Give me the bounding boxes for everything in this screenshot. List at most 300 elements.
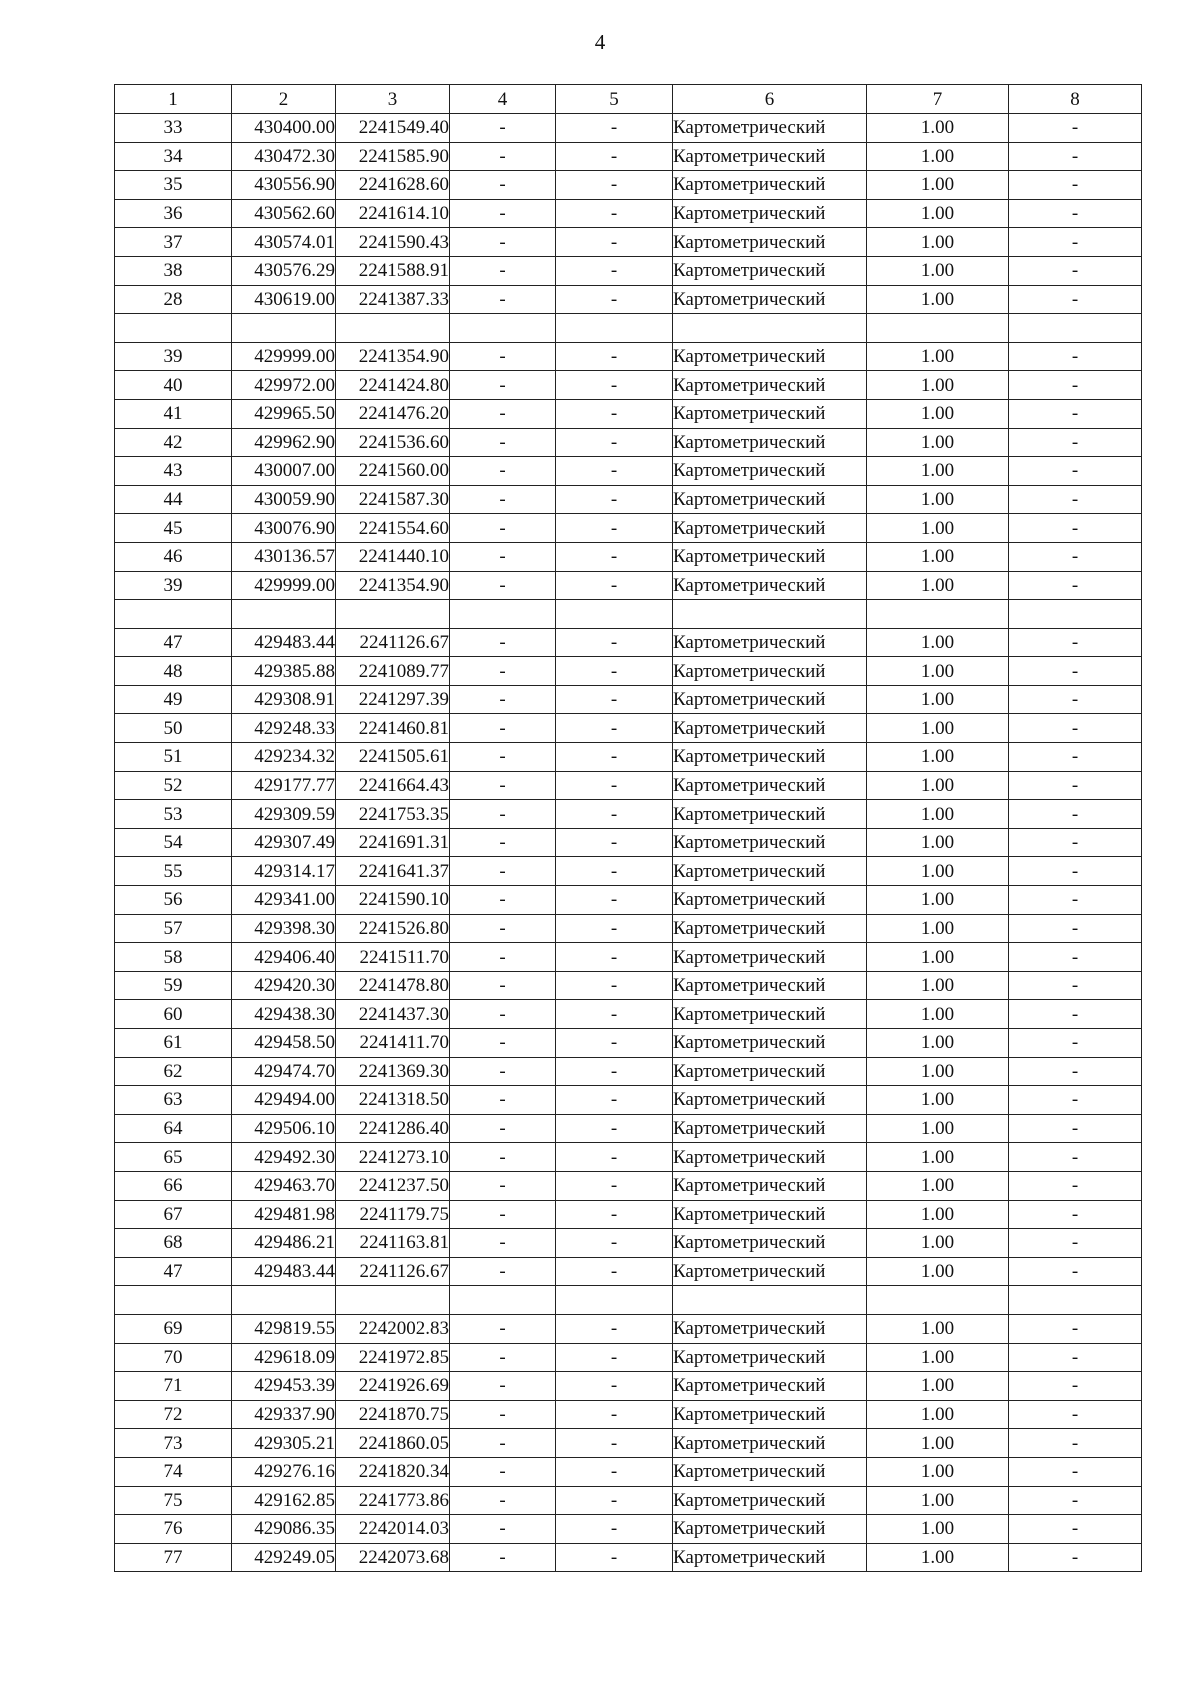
cell-precision: 1.00 xyxy=(867,228,1009,257)
cell-col-8: - xyxy=(1009,1257,1142,1286)
cell-precision: 1.00 xyxy=(867,714,1009,743)
cell-point-number: 51 xyxy=(115,743,232,772)
cell-y-coordinate: 2241511.70 xyxy=(336,943,450,972)
cell-col-8: - xyxy=(1009,943,1142,972)
cell-col-8: - xyxy=(1009,971,1142,1000)
cell-point-number: 37 xyxy=(115,228,232,257)
cell-y-coordinate: 2241614.10 xyxy=(336,199,450,228)
cell-col-5: - xyxy=(556,828,673,857)
cell-method: Картометрический xyxy=(673,1029,867,1058)
table-row xyxy=(115,1057,1142,1086)
cell-col-5: - xyxy=(556,1515,673,1544)
cell-point-number: 41 xyxy=(115,399,232,428)
cell-x-coordinate: 429494.00 xyxy=(232,1086,336,1115)
cell-method: Картометрический xyxy=(673,171,867,200)
cell-x-coordinate: 429999.00 xyxy=(232,571,336,600)
cell-method: Картометрический xyxy=(673,1257,867,1286)
cell-col-5: - xyxy=(556,914,673,943)
cell-col-8: - xyxy=(1009,1057,1142,1086)
cell-col-5 xyxy=(556,314,673,343)
cell-point-number: 52 xyxy=(115,771,232,800)
cell-col-5: - xyxy=(556,1429,673,1458)
cell-col-4: - xyxy=(450,1200,556,1229)
cell-method: Картометрический xyxy=(673,1314,867,1343)
cell-y-coordinate: 2241926.69 xyxy=(336,1372,450,1401)
cell-precision: 1.00 xyxy=(867,285,1009,314)
cell-method xyxy=(673,600,867,629)
cell-col-4: - xyxy=(450,943,556,972)
table-row xyxy=(115,1429,1142,1458)
cell-col-8: - xyxy=(1009,142,1142,171)
cell-method: Картометрический xyxy=(673,1400,867,1429)
header-y-coordinate: 3 xyxy=(336,85,450,114)
cell-col-5: - xyxy=(556,371,673,400)
cell-point-number: 50 xyxy=(115,714,232,743)
cell-col-8: - xyxy=(1009,457,1142,486)
table-row xyxy=(115,1515,1142,1544)
cell-method: Картометрический xyxy=(673,1429,867,1458)
cell-col-8: - xyxy=(1009,1343,1142,1372)
cell-col-8: - xyxy=(1009,114,1142,143)
table-row xyxy=(115,1372,1142,1401)
cell-y-coordinate: 2241972.85 xyxy=(336,1343,450,1372)
cell-col-8: - xyxy=(1009,743,1142,772)
cell-col-5: - xyxy=(556,1171,673,1200)
cell-point-number: 67 xyxy=(115,1200,232,1229)
cell-col-8: - xyxy=(1009,714,1142,743)
table-row xyxy=(115,1143,1142,1172)
cell-x-coordinate: 429999.00 xyxy=(232,342,336,371)
cell-x-coordinate: 429458.50 xyxy=(232,1029,336,1058)
cell-col-5: - xyxy=(556,228,673,257)
cell-x-coordinate: 429492.30 xyxy=(232,1143,336,1172)
table-row xyxy=(115,199,1142,228)
cell-y-coordinate: 2241126.67 xyxy=(336,628,450,657)
cell-method: Картометрический xyxy=(673,1543,867,1572)
cell-method: Картометрический xyxy=(673,685,867,714)
cell-col-8: - xyxy=(1009,371,1142,400)
separator-row xyxy=(115,600,1142,629)
cell-col-5: - xyxy=(556,1543,673,1572)
cell-col-8: - xyxy=(1009,1457,1142,1486)
cell-x-coordinate: 430007.00 xyxy=(232,457,336,486)
cell-col-8: - xyxy=(1009,228,1142,257)
cell-method: Картометрический xyxy=(673,1000,867,1029)
cell-precision: 1.00 xyxy=(867,399,1009,428)
cell-y-coordinate: 2241089.77 xyxy=(336,657,450,686)
table-row xyxy=(115,971,1142,1000)
cell-point-number: 39 xyxy=(115,571,232,600)
cell-col-4: - xyxy=(450,1457,556,1486)
table-row xyxy=(115,1171,1142,1200)
table-row xyxy=(115,342,1142,371)
cell-col-4: - xyxy=(450,857,556,886)
cell-col-5: - xyxy=(556,857,673,886)
cell-x-coordinate: 429385.88 xyxy=(232,657,336,686)
cell-y-coordinate: 2241753.35 xyxy=(336,800,450,829)
table-row xyxy=(115,1343,1142,1372)
cell-x-coordinate: 429309.59 xyxy=(232,800,336,829)
header-method: 6 xyxy=(673,85,867,114)
cell-point-number: 77 xyxy=(115,1543,232,1572)
cell-precision: 1.00 xyxy=(867,342,1009,371)
cell-x-coordinate: 429965.50 xyxy=(232,399,336,428)
cell-y-coordinate: 2241387.33 xyxy=(336,285,450,314)
header-row xyxy=(115,85,1142,114)
cell-precision: 1.00 xyxy=(867,199,1009,228)
cell-precision: 1.00 xyxy=(867,914,1009,943)
cell-x-coordinate: 429506.10 xyxy=(232,1114,336,1143)
cell-col-4: - xyxy=(450,171,556,200)
cell-point-number: 46 xyxy=(115,542,232,571)
cell-point-number: 63 xyxy=(115,1086,232,1115)
cell-y-coordinate: 2241163.81 xyxy=(336,1229,450,1258)
cell-col-8: - xyxy=(1009,171,1142,200)
cell-col-5: - xyxy=(556,800,673,829)
cell-x-coordinate: 429483.44 xyxy=(232,1257,336,1286)
table-row xyxy=(115,1543,1142,1572)
cell-x-coordinate: 429305.21 xyxy=(232,1429,336,1458)
cell-y-coordinate: 2241297.39 xyxy=(336,685,450,714)
cell-point-number: 58 xyxy=(115,943,232,972)
cell-precision: 1.00 xyxy=(867,1543,1009,1572)
cell-col-8: - xyxy=(1009,285,1142,314)
cell-col-5: - xyxy=(556,1229,673,1258)
cell-col-4: - xyxy=(450,800,556,829)
cell-col-8: - xyxy=(1009,1429,1142,1458)
cell-x-coordinate: 429248.33 xyxy=(232,714,336,743)
cell-x-coordinate: 430472.30 xyxy=(232,142,336,171)
cell-point-number: 71 xyxy=(115,1372,232,1401)
cell-col-5: - xyxy=(556,886,673,915)
cell-col-8: - xyxy=(1009,628,1142,657)
cell-point-number xyxy=(115,600,232,629)
cell-col-8 xyxy=(1009,1286,1142,1315)
cell-col-4: - xyxy=(450,1143,556,1172)
cell-x-coordinate: 430556.90 xyxy=(232,171,336,200)
cell-col-5: - xyxy=(556,485,673,514)
cell-point-number: 59 xyxy=(115,971,232,1000)
cell-x-coordinate: 429481.98 xyxy=(232,1200,336,1229)
cell-method: Картометрический xyxy=(673,914,867,943)
cell-col-4: - xyxy=(450,1400,556,1429)
cell-col-5: - xyxy=(556,142,673,171)
cell-method: Картометрический xyxy=(673,1086,867,1115)
cell-x-coordinate xyxy=(232,314,336,343)
cell-col-8: - xyxy=(1009,199,1142,228)
cell-col-8: - xyxy=(1009,1171,1142,1200)
header-col-4: 4 xyxy=(450,85,556,114)
cell-col-4: - xyxy=(450,771,556,800)
cell-col-4: - xyxy=(450,342,556,371)
cell-precision: 1.00 xyxy=(867,542,1009,571)
cell-method: Картометрический xyxy=(673,1200,867,1229)
cell-col-5 xyxy=(556,1286,673,1315)
cell-col-8: - xyxy=(1009,657,1142,686)
header-precision: 7 xyxy=(867,85,1009,114)
table-row xyxy=(115,771,1142,800)
cell-point-number: 55 xyxy=(115,857,232,886)
cell-point-number: 57 xyxy=(115,914,232,943)
cell-col-8: - xyxy=(1009,800,1142,829)
cell-y-coordinate: 2241478.80 xyxy=(336,971,450,1000)
cell-col-5: - xyxy=(556,1029,673,1058)
cell-x-coordinate xyxy=(232,1286,336,1315)
table-row xyxy=(115,1486,1142,1515)
cell-col-8: - xyxy=(1009,1029,1142,1058)
cell-col-4: - xyxy=(450,1429,556,1458)
cell-y-coordinate: 2241318.50 xyxy=(336,1086,450,1115)
table-row xyxy=(115,657,1142,686)
table-row xyxy=(115,571,1142,600)
cell-y-coordinate: 2241560.00 xyxy=(336,457,450,486)
cell-precision xyxy=(867,314,1009,343)
cell-method xyxy=(673,314,867,343)
cell-x-coordinate: 429962.90 xyxy=(232,428,336,457)
cell-method: Картометрический xyxy=(673,228,867,257)
cell-x-coordinate: 429406.40 xyxy=(232,943,336,972)
cell-precision: 1.00 xyxy=(867,1314,1009,1343)
cell-col-4: - xyxy=(450,285,556,314)
cell-col-4: - xyxy=(450,542,556,571)
cell-point-number: 49 xyxy=(115,685,232,714)
cell-col-5: - xyxy=(556,571,673,600)
cell-col-5: - xyxy=(556,971,673,1000)
cell-precision: 1.00 xyxy=(867,171,1009,200)
cell-col-5: - xyxy=(556,114,673,143)
cell-method: Картометрический xyxy=(673,1486,867,1515)
cell-method: Картометрический xyxy=(673,428,867,457)
cell-point-number: 64 xyxy=(115,1114,232,1143)
cell-method: Картометрический xyxy=(673,1457,867,1486)
cell-method: Картометрический xyxy=(673,285,867,314)
cell-method: Картометрический xyxy=(673,1171,867,1200)
table-row xyxy=(115,1314,1142,1343)
cell-y-coordinate: 2241460.81 xyxy=(336,714,450,743)
table-row xyxy=(115,228,1142,257)
cell-col-4: - xyxy=(450,743,556,772)
cell-col-8: - xyxy=(1009,1400,1142,1429)
cell-y-coordinate xyxy=(336,314,450,343)
cell-precision: 1.00 xyxy=(867,485,1009,514)
table-row xyxy=(115,886,1142,915)
cell-point-number: 74 xyxy=(115,1457,232,1486)
cell-col-5: - xyxy=(556,342,673,371)
cell-method: Картометрический xyxy=(673,743,867,772)
cell-col-8: - xyxy=(1009,1229,1142,1258)
cell-col-5: - xyxy=(556,1086,673,1115)
cell-x-coordinate: 429463.70 xyxy=(232,1171,336,1200)
cell-col-8: - xyxy=(1009,485,1142,514)
cell-col-5: - xyxy=(556,657,673,686)
cell-precision: 1.00 xyxy=(867,371,1009,400)
cell-y-coordinate: 2241369.30 xyxy=(336,1057,450,1086)
cell-y-coordinate: 2241554.60 xyxy=(336,514,450,543)
cell-y-coordinate: 2241641.37 xyxy=(336,857,450,886)
cell-col-8: - xyxy=(1009,1114,1142,1143)
header-x-coordinate: 2 xyxy=(232,85,336,114)
cell-point-number xyxy=(115,314,232,343)
cell-point-number: 61 xyxy=(115,1029,232,1058)
cell-col-8: - xyxy=(1009,1372,1142,1401)
cell-y-coordinate xyxy=(336,1286,450,1315)
cell-point-number: 33 xyxy=(115,114,232,143)
cell-method: Картометрический xyxy=(673,1372,867,1401)
cell-method: Картометрический xyxy=(673,571,867,600)
cell-precision: 1.00 xyxy=(867,1372,1009,1401)
cell-method: Картометрический xyxy=(673,256,867,285)
table-row xyxy=(115,428,1142,457)
cell-x-coordinate: 429453.39 xyxy=(232,1372,336,1401)
page-number: 4 xyxy=(594,30,606,54)
cell-y-coordinate: 2242014.03 xyxy=(336,1515,450,1544)
cell-col-8: - xyxy=(1009,1000,1142,1029)
cell-col-5: - xyxy=(556,171,673,200)
cell-col-5: - xyxy=(556,1457,673,1486)
cell-x-coordinate: 429337.90 xyxy=(232,1400,336,1429)
cell-col-5: - xyxy=(556,1114,673,1143)
cell-point-number: 42 xyxy=(115,428,232,457)
cell-method: Картометрический xyxy=(673,342,867,371)
table-row xyxy=(115,457,1142,486)
cell-precision: 1.00 xyxy=(867,1114,1009,1143)
cell-col-4: - xyxy=(450,485,556,514)
cell-precision: 1.00 xyxy=(867,1200,1009,1229)
cell-point-number: 39 xyxy=(115,342,232,371)
cell-col-5: - xyxy=(556,1343,673,1372)
table-row xyxy=(115,514,1142,543)
cell-y-coordinate: 2241354.90 xyxy=(336,342,450,371)
cell-col-4: - xyxy=(450,1257,556,1286)
cell-x-coordinate: 430059.90 xyxy=(232,485,336,514)
table-row xyxy=(115,1457,1142,1486)
cell-col-5: - xyxy=(556,542,673,571)
cell-y-coordinate: 2241536.60 xyxy=(336,428,450,457)
cell-y-coordinate: 2241411.70 xyxy=(336,1029,450,1058)
cell-y-coordinate: 2242002.83 xyxy=(336,1314,450,1343)
cell-col-8: - xyxy=(1009,342,1142,371)
cell-x-coordinate: 429276.16 xyxy=(232,1457,336,1486)
cell-col-8: - xyxy=(1009,399,1142,428)
cell-col-8: - xyxy=(1009,828,1142,857)
cell-col-4: - xyxy=(450,714,556,743)
cell-col-4: - xyxy=(450,1486,556,1515)
table-row xyxy=(115,1200,1142,1229)
cell-precision: 1.00 xyxy=(867,628,1009,657)
cell-col-5: - xyxy=(556,1372,673,1401)
cell-point-number: 34 xyxy=(115,142,232,171)
cell-precision: 1.00 xyxy=(867,142,1009,171)
cell-point-number: 28 xyxy=(115,285,232,314)
cell-col-4: - xyxy=(450,628,556,657)
cell-precision: 1.00 xyxy=(867,1429,1009,1458)
cell-point-number: 44 xyxy=(115,485,232,514)
table-row xyxy=(115,1400,1142,1429)
cell-y-coordinate: 2241273.10 xyxy=(336,1143,450,1172)
cell-col-4: - xyxy=(450,1086,556,1115)
cell-precision: 1.00 xyxy=(867,771,1009,800)
cell-col-5: - xyxy=(556,1486,673,1515)
cell-point-number: 75 xyxy=(115,1486,232,1515)
cell-col-5: - xyxy=(556,685,673,714)
cell-y-coordinate: 2241588.91 xyxy=(336,256,450,285)
cell-col-4: - xyxy=(450,1314,556,1343)
cell-y-coordinate: 2241628.60 xyxy=(336,171,450,200)
cell-col-8: - xyxy=(1009,256,1142,285)
cell-x-coordinate: 429249.05 xyxy=(232,1543,336,1572)
cell-precision: 1.00 xyxy=(867,571,1009,600)
table-row xyxy=(115,714,1142,743)
cell-method: Картометрический xyxy=(673,1515,867,1544)
cell-precision: 1.00 xyxy=(867,457,1009,486)
cell-col-4: - xyxy=(450,228,556,257)
cell-x-coordinate: 430574.01 xyxy=(232,228,336,257)
table-row xyxy=(115,285,1142,314)
cell-point-number: 35 xyxy=(115,171,232,200)
cell-point-number: 62 xyxy=(115,1057,232,1086)
cell-col-5: - xyxy=(556,771,673,800)
cell-method: Картометрический xyxy=(673,142,867,171)
cell-method: Картометрический xyxy=(673,1057,867,1086)
table-row xyxy=(115,371,1142,400)
cell-y-coordinate: 2241126.67 xyxy=(336,1257,450,1286)
table-row xyxy=(115,628,1142,657)
cell-col-4: - xyxy=(450,886,556,915)
cell-method: Картометрический xyxy=(673,514,867,543)
cell-precision: 1.00 xyxy=(867,685,1009,714)
cell-point-number: 47 xyxy=(115,628,232,657)
cell-y-coordinate: 2241590.10 xyxy=(336,886,450,915)
cell-point-number: 65 xyxy=(115,1143,232,1172)
cell-col-4: - xyxy=(450,114,556,143)
cell-x-coordinate: 430562.60 xyxy=(232,199,336,228)
cell-precision: 1.00 xyxy=(867,514,1009,543)
cell-col-8: - xyxy=(1009,428,1142,457)
cell-precision: 1.00 xyxy=(867,1057,1009,1086)
coordinates-table xyxy=(114,84,1142,1572)
cell-point-number: 66 xyxy=(115,1171,232,1200)
cell-y-coordinate: 2241549.40 xyxy=(336,114,450,143)
cell-y-coordinate: 2241526.80 xyxy=(336,914,450,943)
cell-method: Картометрический xyxy=(673,1143,867,1172)
cell-col-8: - xyxy=(1009,1143,1142,1172)
cell-y-coordinate: 2241590.43 xyxy=(336,228,450,257)
cell-col-4: - xyxy=(450,457,556,486)
cell-x-coordinate: 429086.35 xyxy=(232,1515,336,1544)
cell-precision: 1.00 xyxy=(867,1171,1009,1200)
cell-point-number: 36 xyxy=(115,199,232,228)
cell-precision: 1.00 xyxy=(867,1143,1009,1172)
cell-point-number: 47 xyxy=(115,1257,232,1286)
cell-col-5: - xyxy=(556,514,673,543)
cell-col-5: - xyxy=(556,457,673,486)
cell-col-5: - xyxy=(556,428,673,457)
cell-method: Картометрический xyxy=(673,1229,867,1258)
cell-x-coordinate: 429308.91 xyxy=(232,685,336,714)
cell-x-coordinate: 429162.85 xyxy=(232,1486,336,1515)
cell-precision: 1.00 xyxy=(867,114,1009,143)
cell-x-coordinate: 430136.57 xyxy=(232,542,336,571)
cell-point-number: 45 xyxy=(115,514,232,543)
cell-y-coordinate: 2241664.43 xyxy=(336,771,450,800)
cell-col-4: - xyxy=(450,571,556,600)
cell-col-4: - xyxy=(450,371,556,400)
cell-x-coordinate: 429486.21 xyxy=(232,1229,336,1258)
cell-col-4: - xyxy=(450,971,556,1000)
cell-x-coordinate: 429314.17 xyxy=(232,857,336,886)
cell-col-8: - xyxy=(1009,1543,1142,1572)
cell-precision: 1.00 xyxy=(867,657,1009,686)
